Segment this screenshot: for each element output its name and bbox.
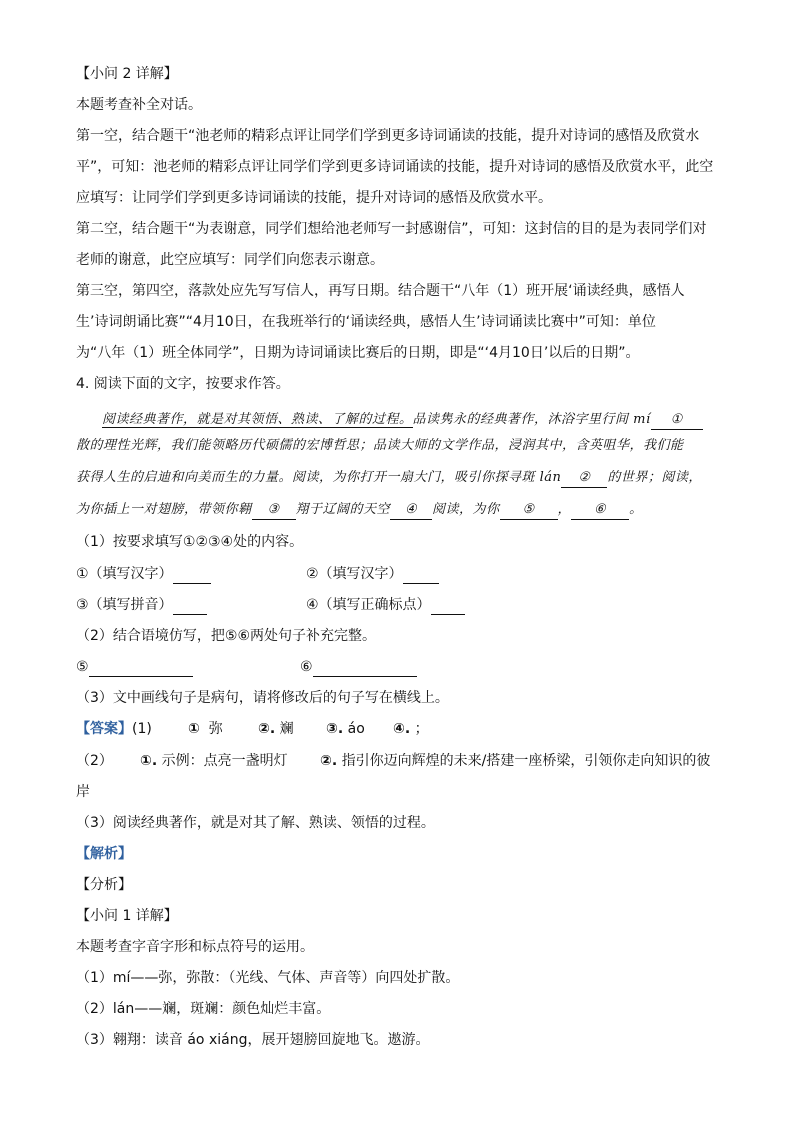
answer-item-2: ②. 斓 [258, 721, 294, 737]
answer-line [173, 598, 207, 615]
text-line: 本题考查字音字形和标点符号的运用。 [76, 939, 314, 955]
text-line: （2）lán——斓，斑斓：颜色灿烂丰富。 [76, 1001, 331, 1017]
passage-line [102, 410, 703, 430]
answer-item-6: ②. 指引你迈向辉煌的未来/搭建一座桥梁，引领你走向知识的彼 [320, 753, 711, 769]
answer-item-4: ④. ； [393, 721, 429, 737]
text-line: 老师的谢意，此空应填写：同学们向您表示谢意。 [76, 252, 384, 268]
fill-label: ⑤ [76, 659, 89, 675]
text-line: 第三空，第四空，落款处应先写写信人，再写日期。结合题干“八年（1）班开展‘诵读经典，感悟人 [76, 283, 685, 299]
text-line: 为“八年（1）班全体同学”，日期为诗词诵读比赛后的日期，即是“‘4月10日’以后的日期”。 [76, 345, 640, 361]
text-line: 生’诗词朗诵比赛”“4月10日，在我班举行的‘诵读经典，感悟人生’诗词诵读比赛中”可知：单位 [76, 314, 656, 330]
passage-line: 散的理性光辉，我们能领略历代硕儒的宏博哲思；品读大师的文学作品，浸润其中，含英咀华，我们能 [76, 438, 684, 453]
blank-6: ⑥ [571, 501, 629, 520]
fill-label: ②（填写汉字） [306, 566, 403, 582]
passage-text: 的世界；阅读， [607, 470, 702, 485]
answer-part-2-label: （2） [76, 753, 113, 769]
answer-continuation: 岸 [76, 784, 90, 800]
section-header-q1: 【小问 1 详解】 [76, 908, 178, 924]
answer-item-1: ① 弥 [188, 721, 223, 737]
passage-line [76, 500, 643, 520]
passage-text: ， [557, 502, 572, 517]
section-header-q2: 【小问 2 详解】 [76, 66, 178, 82]
answer-line [431, 598, 465, 615]
answer-line [89, 660, 193, 677]
sub-question-1: （1）按要求填写①②③④处的内容。 [76, 534, 304, 550]
fenxi-label: 【分析】 [76, 877, 132, 893]
fill-label: ①（填写汉字） [76, 566, 173, 582]
passage-text: 为你插上一对翅膀，带领你翱 [76, 502, 252, 517]
answer-label: 【答案】(1) [76, 721, 152, 737]
fill-label: ⑥ [300, 659, 313, 675]
underlined-sentence: 阅读经典著作，就是对其领悟、熟读、了解的过程。 [102, 412, 413, 427]
answer-part-3: （3）阅读经典著作，就是对其了解、熟读、领悟的过程。 [76, 815, 435, 831]
blank-1: ① [651, 411, 703, 430]
fill-item-5 [76, 657, 193, 677]
jiexi-label: 【解析】 [76, 846, 132, 862]
question-title: 4. 阅读下面的文字，按要求作答。 [76, 376, 290, 392]
passage-text: 阅读，为你 [432, 502, 500, 517]
text-line: 应填写：让同学们学到更多诗词诵读的技能，提升对诗词的感悟及欣赏水平。 [76, 190, 552, 206]
text-line: （1）mí——弥，弥散：（光线、气体、声音等）向四处扩散。 [76, 970, 460, 986]
answer-item-3: ③. áo [326, 721, 365, 737]
passage-text: 获得人生的启迪和向美而生的力量。阅读，为你打开一扇大门，吸引你探寻斑 lán [76, 470, 562, 485]
fill-item-2 [306, 564, 439, 584]
fill-item-1 [76, 564, 211, 584]
sub-question-3: （3）文中画线句子是病句，请将修改后的句子写在横线上。 [76, 690, 449, 706]
passage-line [76, 468, 702, 488]
blank-3: ③ [252, 501, 296, 520]
fill-item-6 [300, 657, 417, 677]
answer-item-5: ①. 示例：点亮一盏明灯 [140, 753, 288, 769]
text-line: 平”，可知：池老师的精彩点评让同学们学到更多诗词诵读的技能，提升对诗词的感悟及欣赏水平，此空 [76, 159, 714, 175]
passage-text: 翔于辽阔的天空 [295, 502, 391, 517]
answer-line [403, 567, 439, 584]
blank-4: ④ [390, 501, 432, 520]
fill-label: ④（填写正确标点） [306, 597, 431, 613]
fill-item-3 [76, 595, 207, 615]
text-line: 本题考查补全对话。 [76, 97, 202, 113]
sub-question-2: （2）结合语境仿写，把⑤⑥两处句子补充完整。 [76, 628, 377, 644]
fill-label: ③（填写拼音） [76, 597, 173, 613]
passage-text: 品读隽永的经典著作，沐浴字里行间 mí [412, 412, 651, 427]
text-line: 第一空，结合题干“池老师的精彩点评让同学们学到更多诗词诵读的技能，提升对诗词的感悟及欣赏水 [76, 128, 700, 144]
answer-line [173, 567, 211, 584]
answer-line [313, 660, 417, 677]
fill-item-4 [306, 595, 465, 615]
passage-text: 。 [629, 502, 643, 517]
blank-2: ② [561, 469, 607, 488]
blank-5: ⑤ [500, 501, 558, 520]
text-line: 第二空，结合题干“为表谢意，同学们想给池老师写一封感谢信”，可知：这封信的目的是为表同学们对 [76, 221, 707, 237]
text-line: （3）翱翔：读音 áo xiáng，展开翅膀回旋地飞。遨游。 [76, 1032, 430, 1048]
